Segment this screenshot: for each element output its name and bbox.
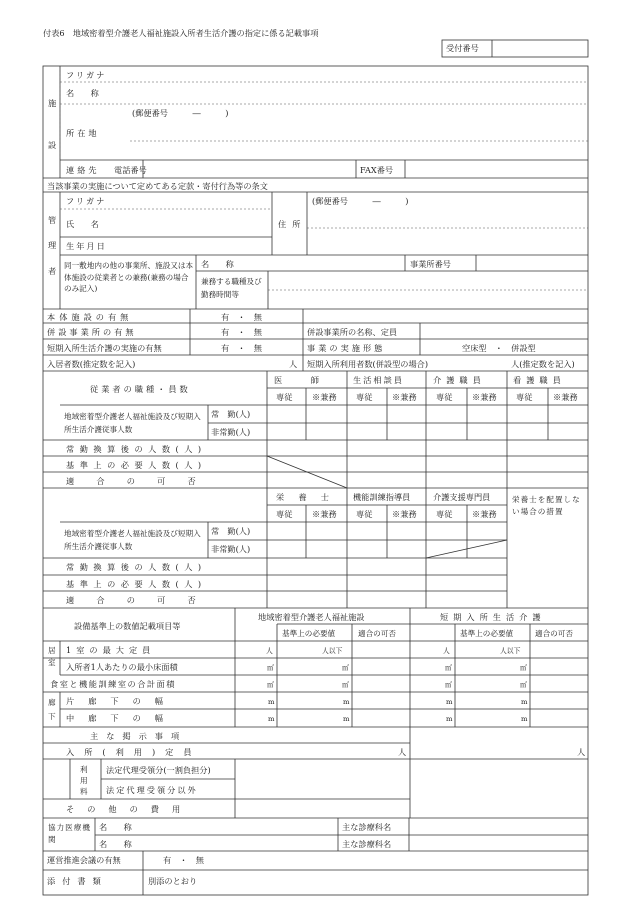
- unit: m: [446, 698, 453, 706]
- fit-label: 適 合 の 可 否: [66, 476, 203, 486]
- manager-address-label: 住所: [278, 219, 307, 229]
- fte-count-label: 常勤換算後の人数(人): [66, 444, 207, 454]
- manager-name-label: 氏 名: [66, 219, 99, 229]
- dietitian-measures-field[interactable]: [508, 523, 586, 607]
- short-stay-label: 短期入所生活介護の実施の有無: [47, 343, 162, 353]
- col-concurrent: ※兼務: [312, 392, 337, 402]
- col-fulltime: 専従: [276, 392, 293, 402]
- unit: m: [521, 715, 528, 723]
- manager-postal-code: (郵便番号 ― ): [312, 196, 409, 206]
- std-value-header: 基準上の必要値: [282, 629, 336, 638]
- fit-header: 適合の可否: [358, 629, 396, 638]
- manager-name-field[interactable]: [130, 210, 270, 236]
- council-label: 運営推進会議の有無: [47, 855, 121, 865]
- receipt-number-field[interactable]: [493, 41, 587, 56]
- manager-group-label: 管: [48, 215, 57, 225]
- adjacent-office-name-field[interactable]: [421, 324, 586, 338]
- manager-dob-field[interactable]: [130, 238, 270, 254]
- unit: ㎡: [445, 664, 452, 672]
- adjacent-office-yes-no[interactable]: 有 ・ 無: [221, 327, 262, 337]
- unit: ㎡: [267, 664, 274, 672]
- facility-group-label-2: 設: [48, 140, 57, 150]
- middle-corridor-label: 中廊下の幅: [66, 713, 177, 723]
- concurrent-office-name-label: 名 称: [201, 259, 234, 269]
- facility-fax-field[interactable]: [406, 161, 586, 177]
- parttime-count-label-2: 非常勤(人): [211, 544, 251, 554]
- notices-header: 主な掲示事項: [90, 731, 188, 741]
- unit: ㎡: [520, 681, 527, 689]
- fulltime-count-label-2: 常 勤(人): [211, 526, 251, 536]
- concurrent-duty-label: 兼務する職種及び勤務時間等: [201, 277, 262, 299]
- facility-phone-field[interactable]: [144, 161, 354, 177]
- staff-count-label-2: 地域密着型介護老人福祉施設及び短期入所生活介護従事人数: [64, 529, 201, 551]
- dining-training-area-label: 食室と機能訓練室の合計面積: [50, 679, 176, 689]
- col-concurrent: ※兼務: [553, 392, 578, 402]
- concurrent-duty-field[interactable]: [269, 272, 586, 308]
- short-stay-count-unit: 人(推定数を記入): [511, 359, 575, 369]
- max-room-capacity-label: 1室の最大定員: [66, 645, 156, 655]
- job-doctor: 医 師: [274, 375, 320, 385]
- required-count-label-2: 基準上の必要人数(人): [66, 579, 207, 589]
- facility-address-field[interactable]: [130, 118, 586, 158]
- coop-medical-label: 協力医療機関: [48, 823, 91, 844]
- unit: ㎡: [342, 664, 349, 672]
- unit: ㎡: [445, 681, 452, 689]
- manager-group-label-3: 者: [48, 266, 57, 276]
- manager-furigana-label: フリガナ: [66, 196, 107, 206]
- receipt-number-label: 受付番号: [446, 43, 479, 53]
- job-dietitian: 栄 養 士: [276, 492, 332, 502]
- col-fulltime: 専従: [516, 392, 533, 402]
- col-fulltime: 専従: [436, 392, 453, 402]
- unit: m: [521, 698, 528, 706]
- col-fulltime: 専従: [356, 392, 373, 402]
- fee-statutory-label: 法定代理受領分(一割負担分): [106, 765, 211, 775]
- manager-dob-label: 生年月日: [66, 241, 107, 251]
- main-facility-yes-no[interactable]: 有 ・ 無: [221, 312, 262, 322]
- adjacent-office-label: 併設事業所の有無: [47, 327, 137, 337]
- staff-count-label: 地域密着型介護老人福祉施設及び短期入所生活介護従事人数: [64, 412, 201, 434]
- facility-furigana-field[interactable]: [130, 67, 586, 81]
- facility-furigana-label: フリガナ: [66, 70, 107, 80]
- job-nurse: 看護職員: [513, 375, 566, 385]
- parttime-count-label: 非常勤(人): [211, 427, 251, 437]
- facility-fax-label: FAX番号: [360, 165, 394, 175]
- equipment-facility-column: 地域密着型介護老人福祉施設: [258, 612, 365, 622]
- adjacent-office-name-label: 併設事業所の名称、定員: [307, 327, 398, 337]
- coop-dept-label-2: 主な診療科名: [342, 839, 392, 849]
- one-side-corridor-label: 片廊下の幅: [66, 696, 177, 706]
- facility-contact-label: 連絡先: [66, 165, 100, 175]
- fee-non-statutory-label: 法定代理受領分以外: [106, 785, 198, 795]
- operation-form-options[interactable]: 空床型 ・ 併設型: [462, 343, 536, 353]
- capacity-unit: 人: [398, 747, 407, 757]
- unit: 人: [266, 647, 273, 655]
- council-yes-no[interactable]: 有 ・ 無: [163, 855, 204, 865]
- capacity-unit-short-stay: 人: [577, 747, 586, 757]
- short-stay-yes-no[interactable]: 有 ・ 無: [221, 343, 262, 353]
- short-stay-count-label: 短期入所利用者数(併設型の場合): [307, 359, 429, 369]
- form-title: 付表6 地域密着型介護老人福祉施設入所者生活介護の指定に係る記載事項: [43, 28, 319, 38]
- equipment-header: 設備基準上の数値記載項目等: [74, 621, 181, 631]
- job-care-worker: 介護職員: [433, 375, 486, 385]
- unit: m: [343, 715, 350, 723]
- capacity-label: 入所(利用)定員: [66, 747, 202, 757]
- unit: 人: [443, 647, 450, 655]
- fulltime-count-label: 常 勤(人): [211, 409, 251, 419]
- coop-name-label: 名 称: [99, 822, 132, 832]
- col-concurrent: ※兼務: [312, 509, 337, 519]
- facility-address-label: 所在地: [66, 128, 100, 138]
- unit: 人以下: [322, 647, 343, 655]
- col-fulltime: 専従: [356, 509, 373, 519]
- fit-label-2: 適 合 の 可 否: [66, 595, 203, 605]
- main-facility-label: 本体施設の有無: [47, 312, 133, 322]
- attachments-value: 別添のとおり: [148, 876, 198, 886]
- fte-count-label-2: 常勤換算後の人数(人): [66, 562, 207, 572]
- staff-table-header: 従業者の職種・員数: [90, 384, 191, 394]
- col-concurrent: ※兼務: [472, 392, 497, 402]
- resident-count-unit: 人: [289, 359, 298, 369]
- coop-name-field-2[interactable]: [140, 836, 336, 850]
- job-functional-trainer: 機能訓練指導員: [353, 492, 411, 502]
- required-count-label: 基準上の必要人数(人): [66, 460, 207, 470]
- col-fulltime: 専従: [276, 509, 293, 519]
- col-concurrent: ※兼務: [392, 392, 417, 402]
- std-value-header: 基準上の必要値: [460, 629, 514, 638]
- unit: ㎡: [520, 664, 527, 672]
- job-counselor: 生活相談員: [353, 375, 404, 385]
- articles-of-incorporation-label: 当該事業の実施について定めてある定款・寄付行為等の条文: [47, 181, 268, 191]
- other-fees-label: その他の費用: [66, 804, 194, 814]
- unit: m: [446, 715, 453, 723]
- unit: m: [268, 698, 275, 706]
- facility-phone-label: 電話番号: [114, 165, 147, 175]
- fit-header: 適合の可否: [535, 629, 573, 638]
- unit: ㎡: [342, 681, 349, 689]
- facility-group-label: 施: [48, 98, 57, 108]
- dietitian-measures-label: 栄養士を配置しない場合の措置: [512, 495, 581, 516]
- equipment-short-stay-column: 短期入所生活介護: [440, 612, 546, 622]
- unit: m: [343, 698, 350, 706]
- fee-group-label: 利用料: [80, 765, 88, 796]
- facility-postal-code: (郵便番号 ― ): [132, 108, 229, 118]
- coop-name-field[interactable]: [140, 819, 336, 834]
- room-group-label: 居室: [48, 646, 56, 667]
- coop-dept-label: 主な診療科名: [342, 822, 392, 832]
- unit: m: [268, 715, 275, 723]
- facility-name-field[interactable]: [130, 83, 586, 103]
- job-care-manager: 介護支援専門員: [433, 492, 491, 502]
- concurrent-office-number-label: 事業所番号: [410, 259, 451, 269]
- operation-form-label: 事業の実施形態: [307, 343, 386, 353]
- manager-address-field[interactable]: [308, 206, 586, 254]
- attachments-label: 添付書類: [47, 876, 108, 886]
- col-concurrent: ※兼務: [392, 509, 417, 519]
- facility-name-label: 名 称: [66, 88, 99, 98]
- corridor-group-label: 廊下: [48, 698, 56, 721]
- col-fulltime: 専従: [436, 509, 453, 519]
- unit: ㎡: [267, 681, 274, 689]
- coop-name-label-2: 名 称: [99, 839, 132, 849]
- col-concurrent: ※兼務: [472, 509, 497, 519]
- resident-count-label: 入居者数(推定数を記入): [47, 359, 136, 369]
- manager-concurrent-description: 同一敷地内の他の事業所、施設又は本体施設の従業者との兼務(兼務の場合のみ記入): [64, 261, 194, 293]
- manager-group-label-2: 理: [48, 240, 57, 250]
- unit: 人以下: [500, 647, 521, 655]
- min-floor-area-label: 入所者1人あたりの最小床面積: [66, 662, 178, 672]
